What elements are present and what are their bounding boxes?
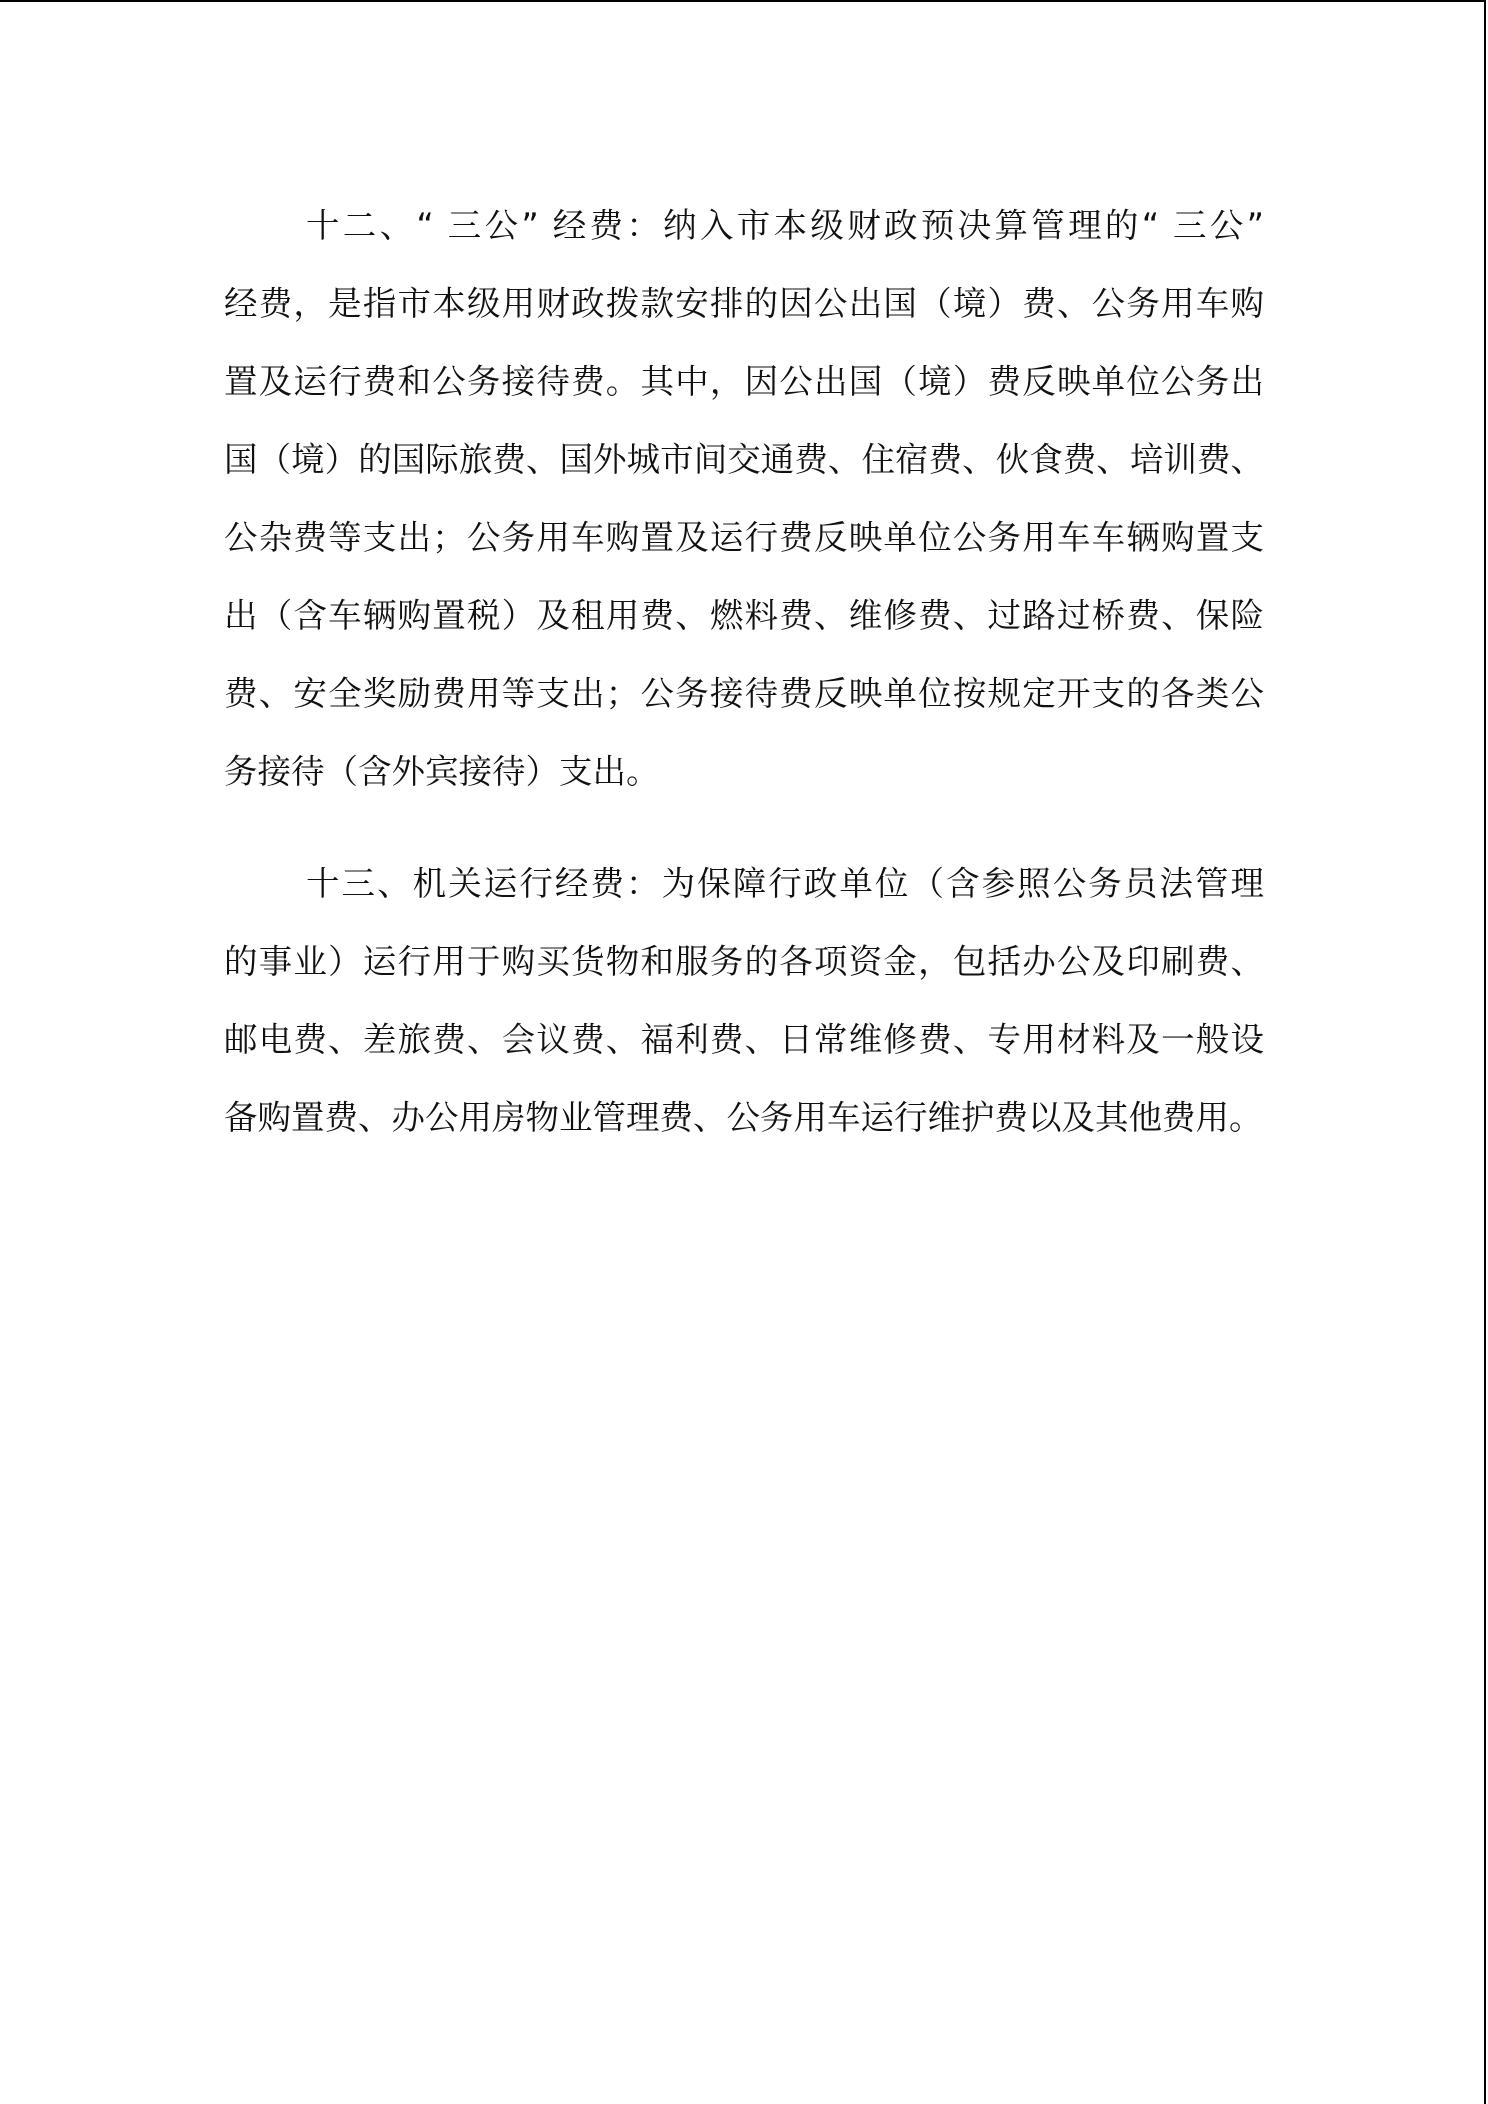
- paragraph-line: 十三、机关运行经费：为保障行政单位（含参照公务员法管理: [306, 864, 1264, 903]
- paragraph-line: 公杂费等支出；公务用车购置及运行费反映单位公务用车车辆购置支: [224, 518, 1264, 557]
- paragraph-line: 出（含车辆购置税）及租用费、燃料费、维修费、过路过桥费、保险: [224, 596, 1264, 635]
- document-body: [224, 187, 1264, 1157]
- paragraph-line: 十二、“ 三公” 经费：纳入市本级财政预决算管理的“ 三公”: [306, 206, 1264, 245]
- paragraph-operating-expenses: [224, 845, 1264, 1157]
- paragraph-line: 置及运行费和公务接待费。其中，因公出国（境）费反映单位公务出: [224, 362, 1264, 401]
- paragraph-line: 的事业）运行用于购买货物和服务的各项资金，包括办公及印刷费、: [224, 942, 1264, 981]
- paragraph-line: 邮电费、差旅费、会议费、福利费、日常维修费、专用材料及一般设: [224, 1020, 1264, 1059]
- paragraph-line: 费、安全奖励费用等支出；公务接待费反映单位按规定开支的各类公: [224, 674, 1264, 713]
- paragraph-line: 国（境）的国际旅费、国外城市间交通费、住宿费、伙食费、培训费、: [224, 440, 1264, 479]
- paragraph-line: 备购置费、办公用房物业管理费、公务用车运行维护费以及其他费用。: [224, 1098, 1263, 1137]
- paragraph-line: 经费，是指市本级用财政拨款安排的因公出国（境）费、公务用车购: [224, 284, 1264, 323]
- paragraph-line: 务接待（含外宾接待）支出。: [224, 752, 660, 791]
- paragraph-sangong-expenses: [224, 187, 1264, 811]
